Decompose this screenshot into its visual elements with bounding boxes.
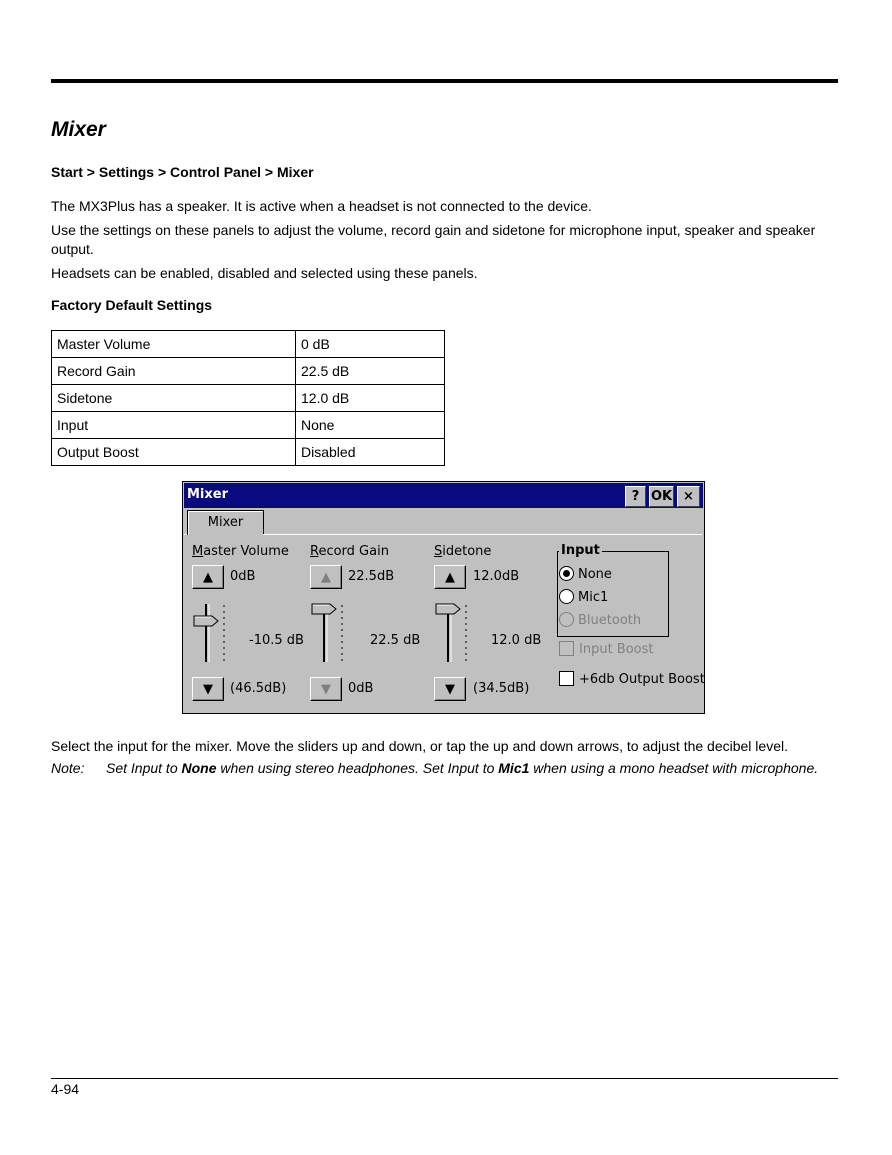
checkbox-icon bbox=[559, 641, 574, 656]
factory-defaults-heading: Factory Default Settings bbox=[51, 297, 213, 313]
table-row bbox=[52, 412, 445, 439]
setting-value: 0 dB bbox=[296, 331, 445, 358]
sidetone-slider[interactable] bbox=[434, 602, 474, 666]
record-gain-slider[interactable] bbox=[310, 602, 350, 666]
close-button[interactable]: × bbox=[677, 486, 700, 507]
dialog-titlebar bbox=[184, 483, 703, 508]
paragraph-select-input: Select the input for the mixer. Move the sliders up and down, or tap the up and down arrows, to adjust the decibel level. bbox=[51, 738, 788, 754]
help-button[interactable]: ? bbox=[625, 486, 646, 507]
output-boost-checkbox[interactable]: +6db Output Boost bbox=[559, 671, 705, 687]
sidetone-up-button[interactable]: ▲ bbox=[434, 565, 466, 589]
top-rule bbox=[51, 79, 838, 83]
master-volume-down-button[interactable]: ▼ bbox=[192, 677, 224, 701]
tab-mixer[interactable]: Mixer bbox=[187, 510, 264, 535]
record-gain-label: Record Gain bbox=[310, 544, 389, 559]
breadcrumb: Start > Settings > Control Panel > Mixer bbox=[51, 164, 314, 180]
paragraph-headsets: Headsets can be enabled, disabled and selected using these panels. bbox=[51, 265, 478, 281]
sidetone-down-button[interactable]: ▼ bbox=[434, 677, 466, 701]
radio-empty-icon bbox=[559, 612, 574, 627]
sidetone-bottom-value: (34.5dB) bbox=[473, 681, 530, 696]
sidetone-label: Sidetone bbox=[434, 544, 492, 559]
tab-divider bbox=[184, 534, 187, 535]
ok-button[interactable]: OK bbox=[649, 486, 674, 507]
setting-name: Record Gain bbox=[52, 358, 296, 385]
radio-mic1[interactable]: Mic1 bbox=[559, 589, 608, 607]
master-volume-label: Master Volume bbox=[192, 544, 289, 559]
table-row bbox=[52, 385, 445, 412]
master-volume-top-value: 0dB bbox=[230, 569, 256, 584]
table-row bbox=[52, 439, 445, 466]
setting-value: None bbox=[296, 412, 445, 439]
paragraph-speaker: The MX3Plus has a speaker. It is active when a headset is not connected to the device. bbox=[51, 198, 592, 214]
radio-none[interactable]: None bbox=[559, 566, 612, 584]
dialog-title: Mixer bbox=[187, 487, 229, 502]
table-row bbox=[52, 331, 445, 358]
factory-defaults-table bbox=[51, 330, 445, 466]
checkbox-icon bbox=[559, 671, 574, 686]
sidetone-top-value: 12.0dB bbox=[473, 569, 520, 584]
record-gain-down-button[interactable]: ▼ bbox=[310, 677, 342, 701]
record-gain-top-value: 22.5dB bbox=[348, 569, 395, 584]
page-title: Mixer bbox=[51, 118, 106, 141]
input-group-title: Input bbox=[561, 543, 600, 558]
setting-name: Input bbox=[52, 412, 296, 439]
note-mic1: Mic1 bbox=[498, 760, 530, 776]
mixer-dialog bbox=[182, 481, 705, 714]
page-number: 4-94 bbox=[51, 1081, 80, 1097]
note-label: Note: bbox=[51, 760, 85, 776]
record-gain-current-value: 22.5 dB bbox=[370, 633, 421, 648]
input-boost-checkbox[interactable]: Input Boost bbox=[559, 641, 654, 657]
note-none: None bbox=[181, 760, 217, 776]
setting-name: Sidetone bbox=[52, 385, 296, 412]
master-volume-current-value: -10.5 dB bbox=[249, 633, 304, 648]
master-volume-up-button[interactable]: ▲ bbox=[192, 565, 224, 589]
sidetone-current-value: 12.0 dB bbox=[491, 633, 542, 648]
bottom-rule bbox=[51, 1078, 838, 1079]
master-volume-bottom-value: (46.5dB) bbox=[230, 681, 287, 696]
record-gain-bottom-value: 0dB bbox=[348, 681, 374, 696]
setting-value: Disabled bbox=[296, 439, 445, 466]
record-gain-up-button[interactable]: ▲ bbox=[310, 565, 342, 589]
master-volume-slider[interactable] bbox=[192, 602, 232, 666]
radio-empty-icon bbox=[559, 589, 574, 604]
note: Note: Set Input to None when using stereo headphones. Set Input to Mic1 when using a mono headset with microphone. bbox=[51, 760, 819, 776]
radio-selected-icon bbox=[559, 566, 574, 581]
tab-divider bbox=[263, 534, 702, 535]
setting-value: 22.5 dB bbox=[296, 358, 445, 385]
setting-value: 12.0 dB bbox=[296, 385, 445, 412]
paragraph-settings: Use the settings on these panels to adjust the volume, record gain and sidetone for microphone input, speaker and speaker output. bbox=[51, 222, 816, 257]
radio-bluetooth[interactable]: Bluetooth bbox=[559, 612, 641, 630]
setting-name: Master Volume bbox=[52, 331, 296, 358]
setting-name: Output Boost bbox=[52, 439, 296, 466]
table-row bbox=[52, 358, 445, 385]
